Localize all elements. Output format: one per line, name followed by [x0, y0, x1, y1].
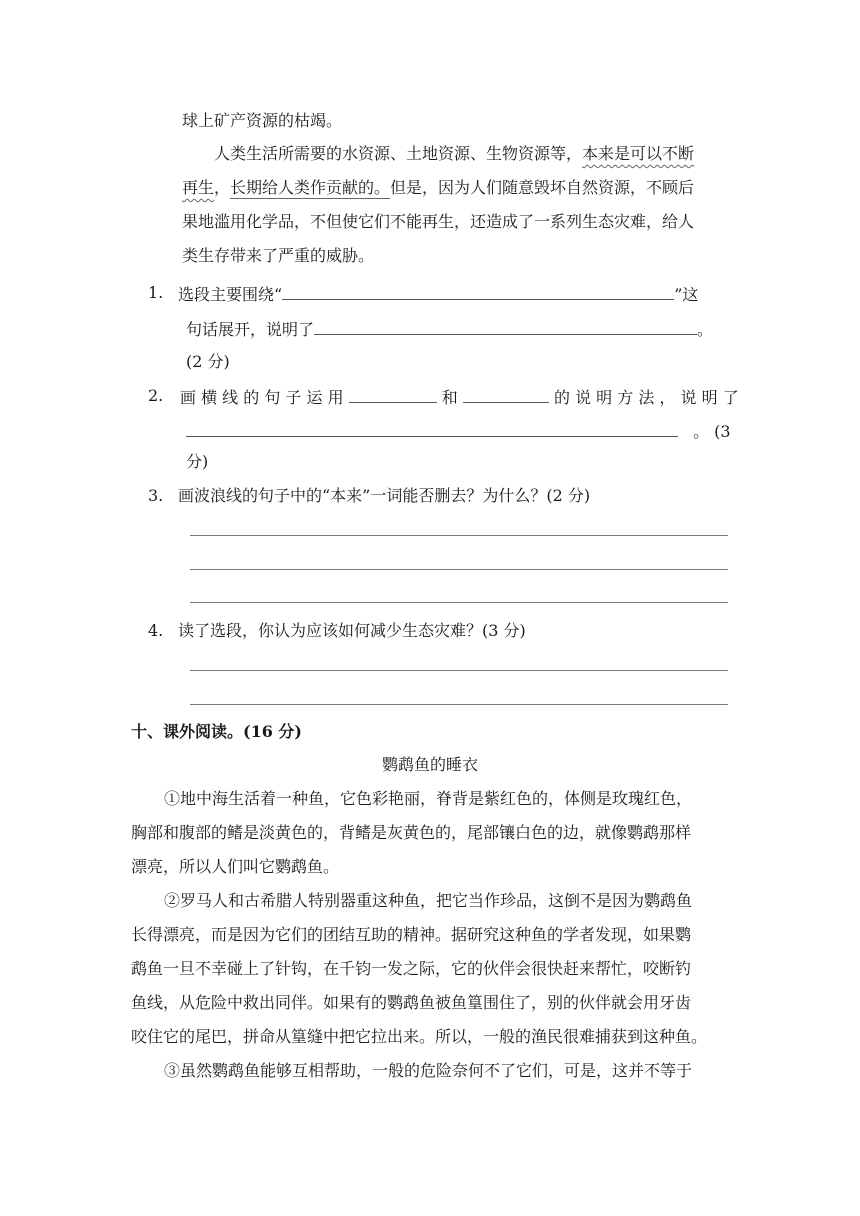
- answer-blank[interactable]: [282, 281, 674, 300]
- question-2-line: [180, 384, 739, 410]
- wavy-underlined-text: 再生: [182, 178, 215, 197]
- wavy-underlined-text: 本来是可以不断: [582, 144, 695, 163]
- question-text: 的 说 明 方 法 ， 说 明 了: [554, 388, 739, 407]
- article-line: 长得漂亮，而是因为它们的团结互助的精神。据研究这种鱼的学者发现，如果鹦: [131, 925, 692, 944]
- question-text: 句话展开，说明了: [186, 320, 315, 339]
- passage-text: ，: [214, 178, 231, 197]
- article-line: 咬住它的尾巴，拼命从篁缝中把它拉出来。所以，一般的渔民很难捕获到这种鱼。: [131, 1027, 708, 1046]
- answer-line[interactable]: [190, 602, 728, 603]
- question-1-score: (2 分): [186, 352, 230, 371]
- question-2-number: 2.: [148, 386, 164, 405]
- question-text: 选段主要围绕“: [178, 285, 283, 304]
- question-2-line: [186, 418, 731, 444]
- answer-blank[interactable]: [349, 384, 437, 403]
- article-line: 鱼线，从危险中救出同伴。如果有的鹦鹉鱼被鱼篁围住了，别的伙伴就会用牙齿: [131, 993, 692, 1012]
- passage-text: 球上矿产资源的枯竭。: [182, 111, 343, 130]
- passage-text: 果地滥用化学品，不但使它们不能再生，还造成了一系列生态灾难，给人: [182, 212, 695, 231]
- question-4-number: 4.: [148, 621, 164, 640]
- question-text: 。: [697, 320, 714, 339]
- passage-line: [182, 109, 342, 133]
- question-1-line: [178, 281, 698, 307]
- answer-line[interactable]: [190, 670, 728, 671]
- answer-line[interactable]: [190, 569, 728, 570]
- question-3-text: 画波浪线的句子中的“本来”一词能否删去？为什么？(2 分): [178, 486, 591, 505]
- article-line: 漂亮，所以人们叫它鹦鹉鱼。: [131, 857, 340, 876]
- question-2-score: 分): [186, 452, 209, 471]
- question-4-text: 读了选段，你认为应该如何减少生态灾难？(3 分): [178, 621, 526, 640]
- answer-line[interactable]: [190, 704, 728, 705]
- section-heading: 十、课外阅读。(16 分): [131, 722, 302, 741]
- article-line: 鹉鱼一旦不幸碰上了针钩，在千钧一发之际，它的伙伴会很快赶来帮忙，咬断钓: [131, 959, 692, 978]
- answer-blank[interactable]: [463, 384, 549, 403]
- passage-text: 类生存带来了严重的威胁。: [182, 246, 375, 265]
- question-text: 和: [441, 388, 458, 407]
- passage-text: 人类生活所需要的水资源、土地资源、生物资源等，: [214, 144, 583, 163]
- answer-line[interactable]: [190, 535, 728, 536]
- article-line: ③虽然鹦鹉鱼能够互相帮助，一般的危险奈何不了它们，可是，这并不等于: [164, 1061, 693, 1080]
- question-text: 画 横 线 的 句 子 运 用: [180, 388, 344, 407]
- article-title: 鹦鹉鱼的睡衣: [381, 755, 478, 774]
- passage-line: [182, 244, 374, 268]
- answer-blank[interactable]: [314, 316, 697, 335]
- question-3-number: 3.: [148, 486, 164, 505]
- answer-blank[interactable]: [186, 418, 678, 437]
- question-1-line: [186, 316, 713, 342]
- straight-underlined-text: 长期给人类作贡献的。: [230, 178, 391, 197]
- passage-text: 但是，因为人们随意毁坏自然资源，不顾后: [390, 178, 695, 197]
- question-1-number: 1.: [148, 283, 164, 302]
- passage-line: [182, 176, 694, 200]
- passage-line: [214, 142, 694, 166]
- article-line: 胸部和腹部的鳍是淡黄色的，背鳍是灰黄色的，尾部镶白色的边，就像鹦鹉那样: [131, 823, 692, 842]
- passage-line: [182, 210, 694, 234]
- article-line: ①地中海生活着一种鱼，它色彩艳丽，脊背是紫红色的，体侧是玫瑰红色，: [164, 789, 693, 808]
- question-text: ”这: [674, 285, 699, 304]
- question-text: 。 (3: [693, 422, 731, 441]
- article-line: ②罗马人和古希腊人特别器重这种鱼，把它当作珍品，这倒不是因为鹦鹉鱼: [164, 891, 693, 910]
